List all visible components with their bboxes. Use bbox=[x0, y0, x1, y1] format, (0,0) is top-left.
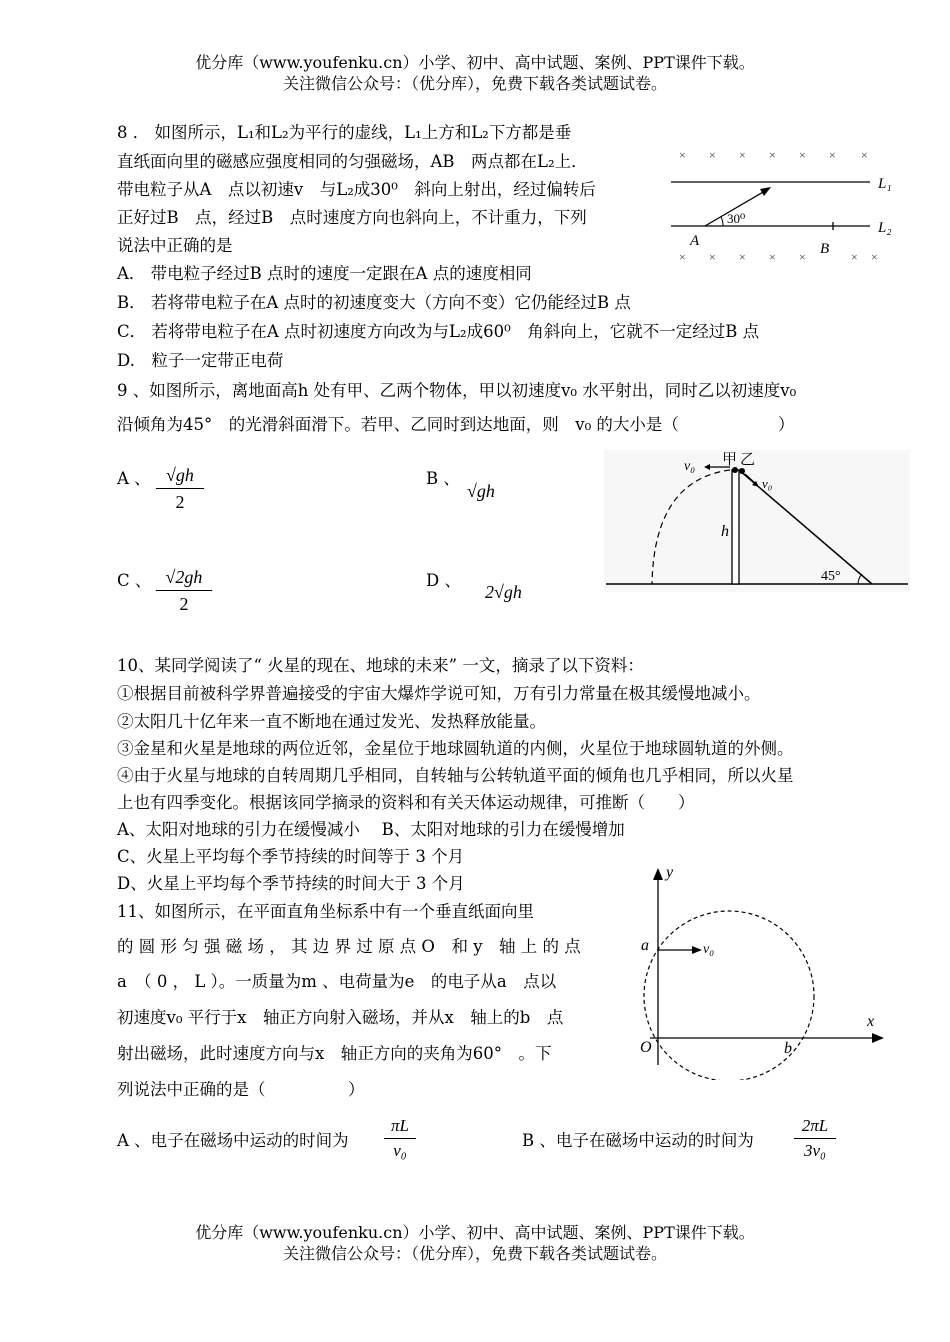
q8-stem-line: 直纸面向里的磁感应强度相同的匀强磁场，AB 两点都在L₂上． bbox=[117, 152, 588, 171]
q8-label-l1: L₁ bbox=[878, 176, 892, 192]
q11-option-a-den: v₀ bbox=[393, 1141, 407, 1160]
q9-object-yi bbox=[739, 468, 745, 474]
q8-arrow-head bbox=[760, 187, 771, 196]
q11-option-a-value bbox=[384, 1114, 416, 1163]
q8-option-d: D. 粒子一定带正电荷 bbox=[117, 351, 284, 370]
q11-line: a （ 0 ， L ）。一质量为m 、电荷量为e 的电子从a 点以 bbox=[117, 972, 557, 991]
q10-line: ③金星和火星是地球的两位近邻，金星位于地球圆轨道的内侧，火星位于地球圆轨道的外侧。 bbox=[117, 739, 794, 758]
q10-option-d: D、火星上平均每个季节持续的时间大于 3 个月 bbox=[117, 874, 465, 893]
q9-option-a-num: √gh bbox=[156, 462, 204, 489]
q10-line: 10、某同学阅读了“ 火星的现在、地球的未来” 一文，摘录了以下资料： bbox=[117, 656, 644, 675]
q10-line: ②太阳几十亿年来一直不断地在通过发光、发热释放能量。 bbox=[117, 712, 546, 731]
q9-label-h: h bbox=[721, 523, 729, 540]
q8-cross-top: × bbox=[769, 148, 776, 162]
q11-label-y: y bbox=[666, 864, 674, 881]
q8-angle-arc bbox=[721, 217, 723, 226]
q8-cross-bottom: × bbox=[709, 250, 716, 264]
q10-line: ①根据目前被科学界普遍接受的宇宙大爆炸学说可知，万有引力常量在极其缓慢地减小。 bbox=[117, 684, 761, 703]
q8-cross-top: × bbox=[679, 148, 686, 162]
q8-cross-bottom: × bbox=[851, 250, 858, 264]
q8-option-a: A． 带电粒子经过B 点时的速度一定跟在A 点的速度相同 bbox=[117, 264, 532, 283]
q9-option-a-label: A 、 bbox=[117, 469, 151, 488]
q8-stem-line: 8 ． 如图所示，L₁和L₂为平行的虚线，L₁上方和L₂下方都是垂 bbox=[117, 123, 572, 142]
q8-label-b: B bbox=[820, 241, 830, 257]
q8-stem-line: 说法中正确的是 bbox=[117, 236, 233, 255]
q9-option-d-label: D 、 bbox=[426, 571, 461, 590]
q11-label-o: O bbox=[640, 1039, 652, 1056]
q11-line: 初速度v₀ 平行于x 轴正方向射入磁场，并从x 轴上的b 点 bbox=[117, 1008, 564, 1027]
q8-cross-bottom: × bbox=[769, 250, 776, 264]
q8-cross-top: × bbox=[861, 148, 868, 162]
q11-line: 射出磁场，此时速度方向与x 轴正方向的夹角为60° 。下 bbox=[117, 1044, 552, 1063]
q8-label-l2: L₂ bbox=[878, 220, 892, 236]
q10-option-c: C、火星上平均每个季节持续的时间等于 3 个月 bbox=[117, 847, 465, 866]
q9-option-c-den: 2 bbox=[179, 594, 189, 614]
q11-label-a: a bbox=[641, 937, 649, 954]
q9-option-b-label: B 、 bbox=[426, 469, 460, 488]
header-line-2: 关注微信公众号：（优分库），免费下载各类试题试卷。 bbox=[282, 74, 667, 93]
q11-y-arrow bbox=[653, 868, 663, 880]
q9-option-c-value bbox=[156, 564, 212, 617]
q9-option-d-value: 2√gh bbox=[485, 582, 522, 602]
q11-label-x: x bbox=[867, 1013, 875, 1030]
q8-option-c: C． 若将带电粒子在A 点时初速度方向改为与L₂成60⁰ 角斜向上，它就不一定经过B 点 bbox=[117, 322, 760, 341]
q9-label-v0-right: v₀ bbox=[762, 476, 773, 491]
q10-option-ab: A、太阳对地球的引力在缓慢减小 B、太阳对地球的引力在缓慢增加 bbox=[117, 820, 625, 839]
q8-cross-bottom: × bbox=[679, 250, 686, 264]
q9-figure-bg bbox=[604, 450, 910, 592]
q11-line: 11、如图所示，在平面直角坐标系中有一个垂直纸面向里 bbox=[117, 902, 534, 921]
q8-option-b: B． 若将带电粒子在A 点时的初速度变大（方向不变）它仍能经过B 点 bbox=[117, 293, 631, 312]
q8-cross-bottom: × bbox=[871, 250, 878, 264]
q11-option-b-label: B 、电子在磁场中运动的时间为 bbox=[522, 1131, 754, 1150]
q8-stem-line: 带电粒子从A 点以初速v 与L₂成30⁰ 斜向上射出，经过偏转后 bbox=[117, 180, 596, 199]
q8-cross-top: × bbox=[739, 148, 746, 162]
footer-line-1: 优分库（www.youfenku.cn）小学、初中、高中试题、案例、PPT课件下载。 bbox=[195, 1223, 755, 1242]
header-line-1: 优分库（www.youfenku.cn）小学、初中、高中试题、案例、PPT课件下载。 bbox=[195, 53, 755, 72]
q9-option-c-label: C 、 bbox=[117, 571, 152, 590]
q8-cross-top: × bbox=[829, 148, 836, 162]
q8-stem-line: 正好过B 点，经过B 点时速度方向也斜向上，不计重力，下列 bbox=[117, 208, 587, 227]
q9-option-a-value bbox=[156, 462, 204, 515]
q9-label-jia: 甲 bbox=[722, 452, 738, 468]
q10-line: 上也有四季变化。根据该同学摘录的资料和有关天体运动规律，可推断（ ） bbox=[117, 793, 695, 812]
q10-line: ④由于火星与地球的自转周期几乎相同，自转轴与公转轨道平面的倾角也几乎相同，所以火星 bbox=[117, 766, 794, 785]
q9-option-b-value: √gh bbox=[467, 481, 495, 501]
q8-cross-bottom: × bbox=[799, 250, 806, 264]
q9-stem-line: 9 、如图所示，离地面高h 处有甲、乙两个物体，甲以初速度v₀ 水平射出，同时乙以初速度v₀ bbox=[117, 381, 797, 400]
q8-cross-top: × bbox=[799, 148, 806, 162]
q9-option-c-num: √2gh bbox=[156, 564, 212, 591]
q8-label-a: A bbox=[690, 233, 700, 249]
q9-label-yi: 乙 bbox=[740, 452, 756, 468]
q11-line: 的 圆 形 匀 强 磁 场 ， 其 边 界 过 原 点 O 和 y 轴 上 的 点 bbox=[117, 937, 581, 956]
q8-figure bbox=[665, 140, 910, 270]
q8-cross-top: × bbox=[709, 148, 716, 162]
q11-option-b-value bbox=[794, 1114, 836, 1163]
q11-option-a-label: A 、电子在磁场中运动的时间为 bbox=[117, 1131, 349, 1150]
q11-option-b-num: 2πL bbox=[794, 1114, 836, 1139]
q11-line: 列说法中正确的是（ ） bbox=[117, 1080, 365, 1099]
q9-option-a-den: 2 bbox=[175, 492, 185, 512]
q8-cross-bottom: × bbox=[739, 250, 746, 264]
q11-label-b: b bbox=[784, 1040, 792, 1057]
q9-figure bbox=[604, 450, 910, 592]
footer-line-2: 关注微信公众号：（优分库），免费下载各类试题试卷。 bbox=[282, 1244, 667, 1263]
q9-tower bbox=[732, 470, 739, 584]
q11-v0-head bbox=[692, 946, 702, 954]
q11-label-v0: v₀ bbox=[703, 942, 715, 957]
q9-label-v0-left: v₀ bbox=[684, 459, 696, 474]
q11-x-arrow bbox=[872, 1033, 884, 1043]
q9-label-angle: 45° bbox=[821, 569, 841, 584]
q8-angle-label: 30⁰ bbox=[727, 211, 746, 226]
q9-stem-line: 沿倾角为45° 的光滑斜面滑下。若甲、乙同时到达地面，则 v₀ 的大小是（ ） bbox=[117, 415, 795, 434]
q11-figure bbox=[630, 860, 890, 1080]
q11-option-a-num: πL bbox=[384, 1114, 416, 1139]
q11-option-b-den: 3v₀ bbox=[804, 1141, 826, 1160]
